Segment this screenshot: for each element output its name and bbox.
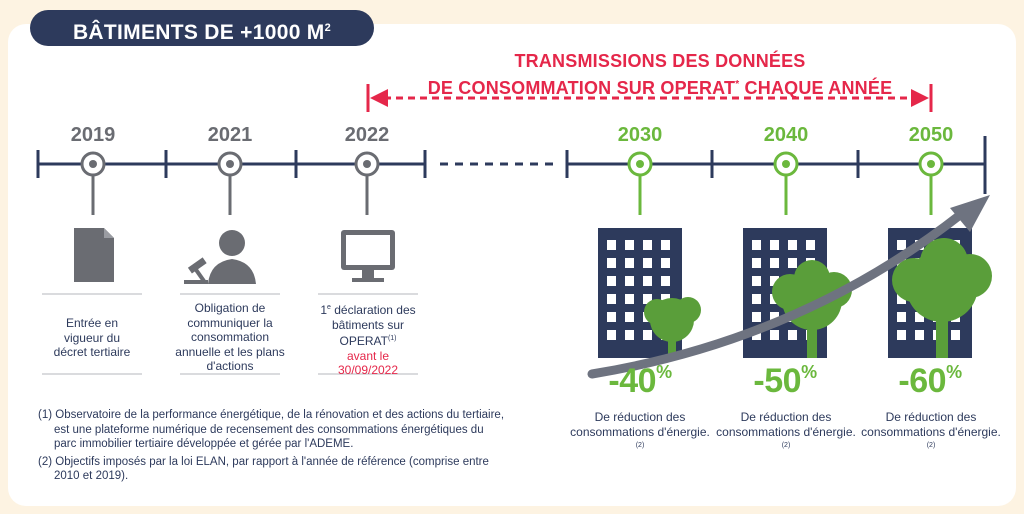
building-window [607, 258, 616, 268]
marker-2021 [219, 153, 241, 215]
marker-2019 [82, 153, 104, 215]
timeline-left [38, 150, 555, 178]
footnotes [38, 408, 508, 487]
building-window [661, 240, 670, 250]
building-window [625, 240, 634, 250]
pct-2030: -40% [608, 362, 672, 400]
building-window [788, 240, 797, 250]
milestone-2021-text: Obligation de communiquer la consommation annuelle et les plans d'actions [175, 301, 285, 373]
building-window [643, 330, 652, 340]
building-window [788, 330, 797, 340]
building-window [897, 312, 906, 322]
building-window [643, 258, 652, 268]
pct-2050: -60% [898, 362, 962, 400]
building-window [752, 240, 761, 250]
marker-2040 [775, 153, 797, 215]
milestone-2019-text: Entrée en vigueur du décret tertiaire [53, 316, 131, 359]
building-window [643, 276, 652, 286]
building-window [752, 294, 761, 304]
target-2050-text: De réduction des consommations d'énergie.$^{(2)}$ [861, 410, 1001, 449]
marker-2050 [920, 153, 942, 215]
transmission-label: TRANSMISSIONS DES DONNÉES DE CONSOMMATION SUR OPERAT* CHAQUE ANNÉE [427, 51, 893, 98]
deadline-text: avant le 30/09/2022 [337, 348, 399, 377]
building-window [752, 312, 761, 322]
page-title: BÂTIMENTS DE +1000 $M^2$ [30, 10, 374, 46]
target-2040-text: De réduction des consommations d'énergie.$^{(2)}$ [716, 410, 856, 449]
milestone-2022-text: 1e déclaration des bâtiments sur OPERAT$^{(1)}$ avant le 30/09/2022 [320, 303, 416, 377]
building-window [752, 258, 761, 268]
building-window [607, 312, 616, 322]
building-window [607, 294, 616, 304]
marker-2022 [356, 153, 378, 215]
target-2030-text: De réduction des consommations d'énergie.$^{(2)}$ [570, 410, 710, 449]
building-window [607, 330, 616, 340]
building-window [897, 240, 906, 250]
pct-2040: -50% [753, 362, 817, 400]
building-window [788, 258, 797, 268]
building-window [643, 240, 652, 250]
gavel-person-icon [184, 230, 256, 284]
building-window [661, 258, 670, 268]
building-window [897, 330, 906, 340]
year-2019: 2019 [70, 124, 116, 146]
building-window [770, 330, 779, 340]
building-window [770, 258, 779, 268]
building-window [661, 276, 670, 286]
building-window [806, 240, 815, 250]
building-window [625, 258, 634, 268]
year-2021: 2021 [207, 124, 253, 146]
building-window [607, 276, 616, 286]
building-window [625, 330, 634, 340]
year-2040: 2040 [763, 124, 809, 146]
year-2050: 2050 [908, 124, 954, 146]
building-window [770, 240, 779, 250]
year-2022: 2022 [344, 124, 390, 146]
transmission-arrow [368, 84, 931, 112]
marker-2030 [629, 153, 651, 215]
building-window [752, 276, 761, 286]
monitor-icon [341, 230, 395, 282]
building-window [625, 276, 634, 286]
footnote-2: (2) Objectifs imposés par la loi ELAN, par rapport à l'année de référence (comprise entre 2010 et 2019). [38, 455, 489, 482]
building-window [915, 330, 924, 340]
document-icon [74, 228, 114, 282]
building-window [951, 330, 960, 340]
building-window [625, 294, 634, 304]
building-window [625, 312, 634, 322]
building-window [607, 240, 616, 250]
year-2030: 2030 [617, 124, 663, 146]
footnote-1: (1) Observatoire de la performance énergétique, de la rénovation et des actions du tertiaire, est une plateforme numérique de recensement des consommations énergétiques du parc immobilier tertiaire développée et gérée par l'ADEME. [38, 409, 505, 450]
